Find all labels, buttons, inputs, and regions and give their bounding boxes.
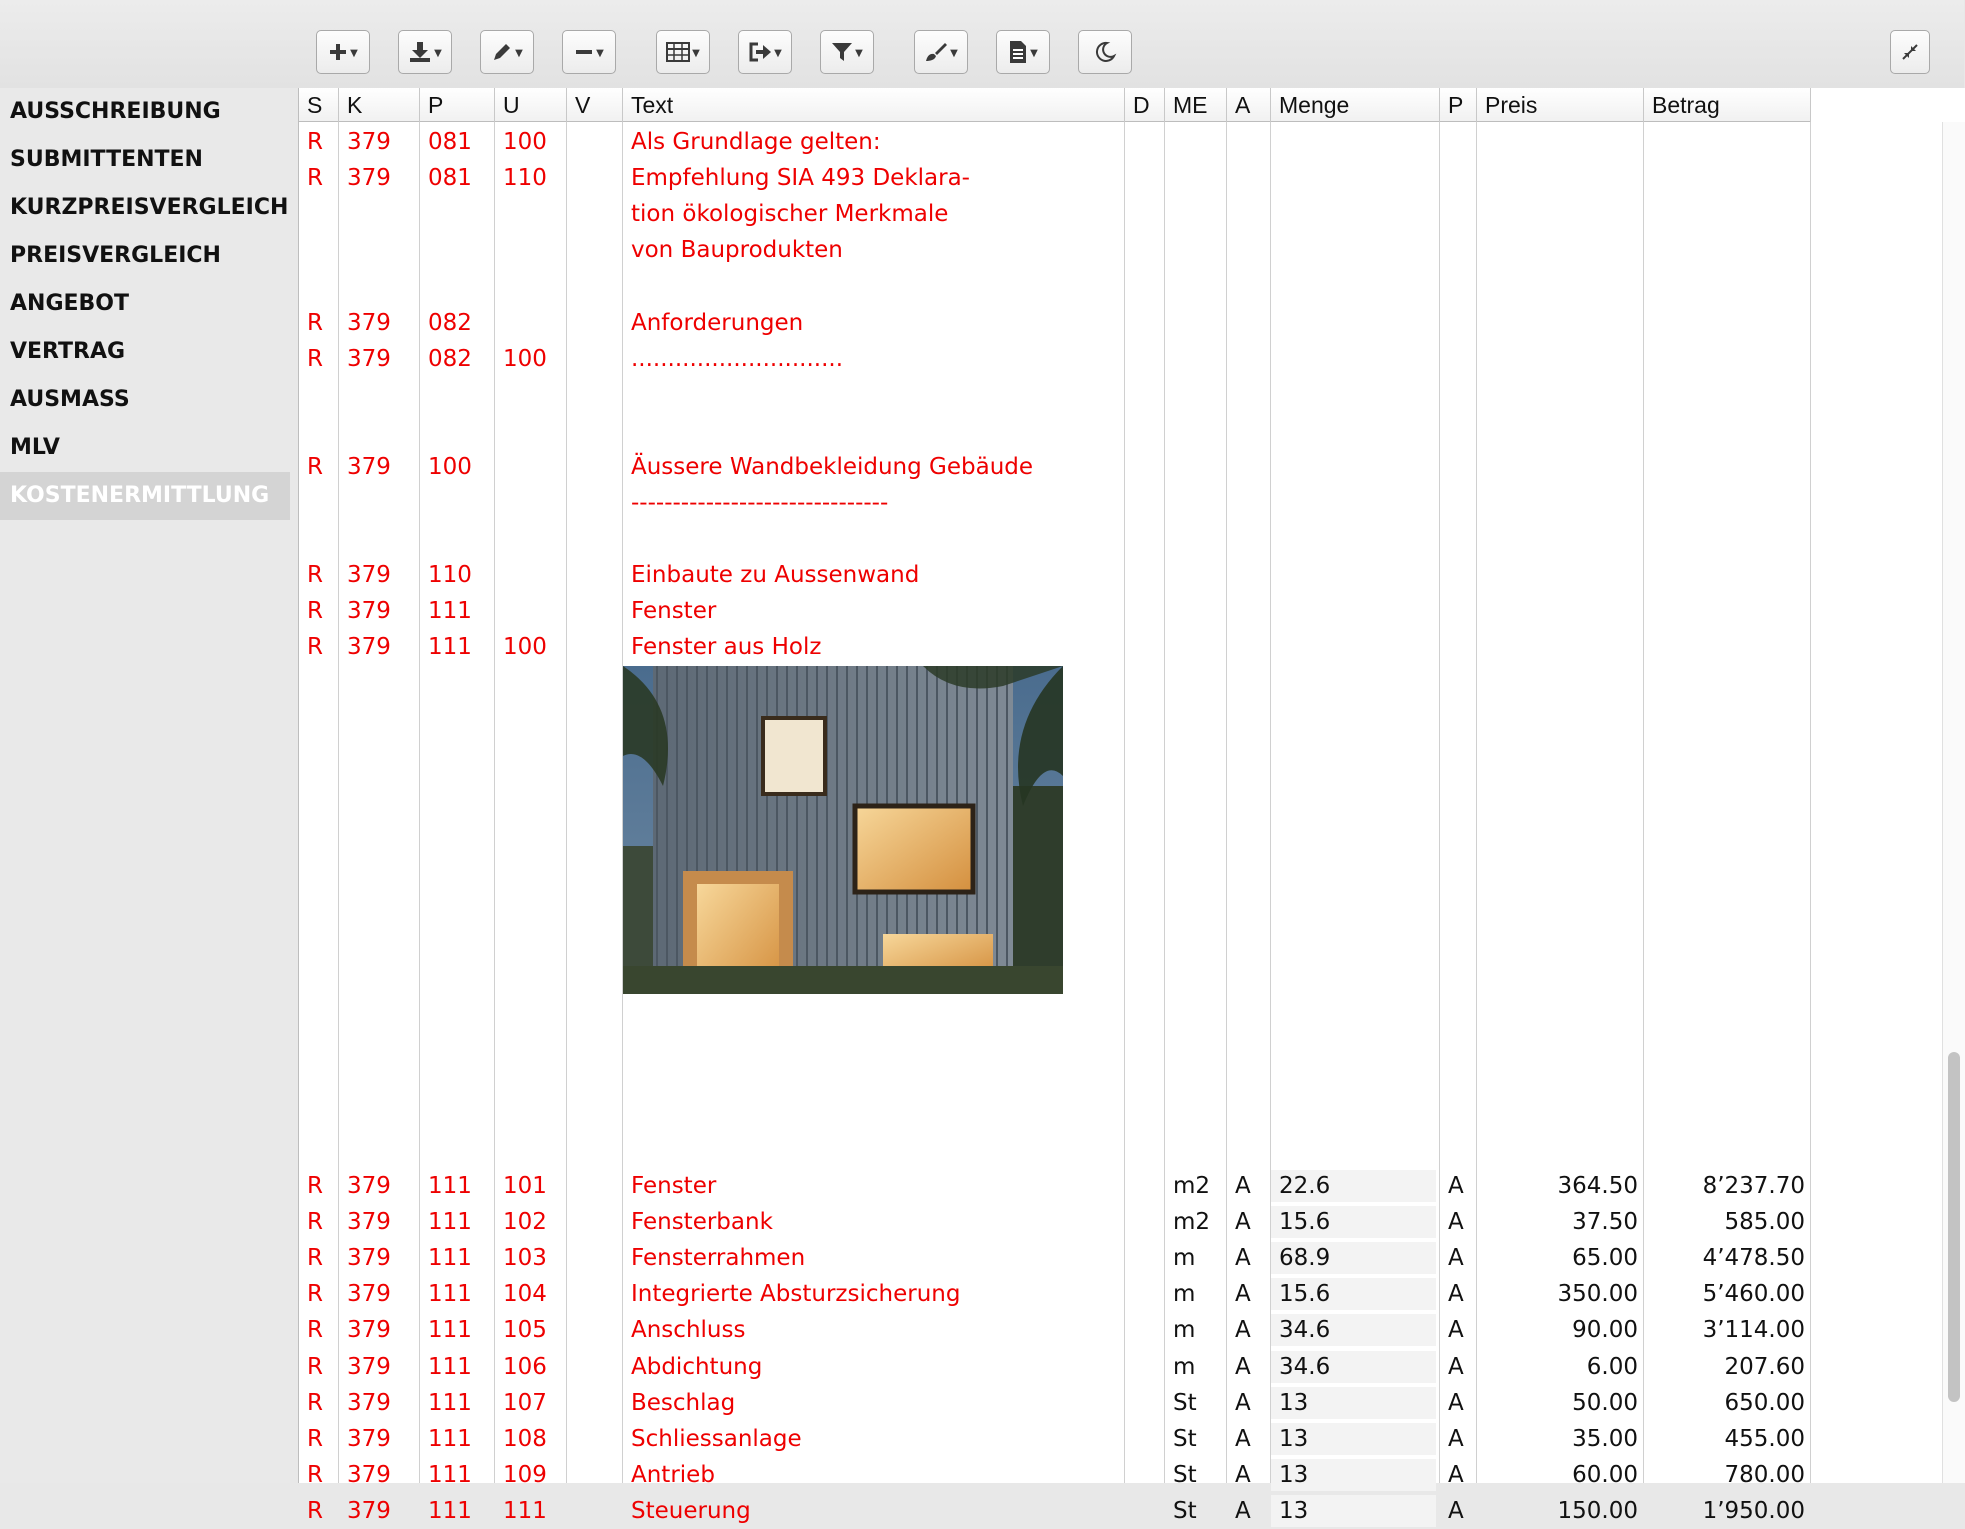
cell-u[interactable]: 100 bbox=[503, 129, 547, 155]
cell-a[interactable]: A bbox=[1235, 1317, 1251, 1344]
cell-p2[interactable]: A bbox=[1448, 1173, 1464, 1199]
cell-p[interactable]: 111 bbox=[428, 1461, 472, 1488]
cell-menge[interactable]: 13 bbox=[1279, 1425, 1309, 1452]
cell-betrag[interactable]: 207.60 bbox=[1724, 1353, 1805, 1380]
cell-s[interactable]: R bbox=[307, 1173, 323, 1199]
cell-k[interactable]: 379 bbox=[347, 1425, 391, 1452]
cell-me[interactable]: St bbox=[1173, 1389, 1197, 1416]
cell-betrag[interactable]: 585.00 bbox=[1724, 1209, 1805, 1236]
cell-k[interactable]: 379 bbox=[347, 562, 391, 589]
cell-preis[interactable]: 60.00 bbox=[1572, 1461, 1638, 1488]
cell-s[interactable]: R bbox=[307, 165, 323, 192]
brush-icon bbox=[924, 41, 948, 63]
cell-p[interactable]: 081 bbox=[428, 129, 472, 155]
sidebar-item-kostenermittlung[interactable]: KOSTENERMITTLUNG bbox=[0, 472, 290, 520]
cell-a[interactable]: A bbox=[1235, 1353, 1251, 1380]
cell-menge[interactable]: 34.6 bbox=[1279, 1353, 1331, 1380]
column-divider bbox=[1476, 122, 1477, 1483]
cell-p[interactable]: 111 bbox=[428, 1389, 472, 1416]
document-button[interactable] bbox=[996, 30, 1050, 74]
cell-text[interactable]: ------------------------------- bbox=[631, 490, 889, 516]
cell-text[interactable]: Fenster bbox=[631, 1173, 717, 1199]
cell-a[interactable]: A bbox=[1235, 1245, 1251, 1272]
column-header-v[interactable]: V bbox=[567, 88, 623, 122]
cell-p2[interactable]: A bbox=[1448, 1317, 1464, 1344]
cell-me[interactable]: m bbox=[1173, 1281, 1196, 1308]
cell-k[interactable]: 379 bbox=[347, 309, 391, 336]
cell-p[interactable]: 081 bbox=[428, 165, 472, 192]
cell-text[interactable]: Einbaute zu Aussenwand bbox=[631, 562, 920, 589]
column-header-a[interactable]: A bbox=[1227, 88, 1271, 122]
cell-text[interactable]: Empfehlung SIA 493 Deklara- bbox=[631, 165, 970, 192]
cell-text[interactable]: Fensterrahmen bbox=[631, 1245, 806, 1272]
cell-preis[interactable]: 150.00 bbox=[1557, 1497, 1638, 1524]
cell-preis[interactable]: 364.50 bbox=[1557, 1173, 1638, 1199]
sidebar-item-kurzpreisvergleich[interactable]: KURZPREISVERGLEICH bbox=[10, 195, 289, 220]
export-icon bbox=[748, 42, 772, 62]
cell-p[interactable]: 111 bbox=[428, 1281, 472, 1308]
cell-k[interactable]: 379 bbox=[347, 1173, 391, 1199]
column-header-u[interactable]: U bbox=[495, 88, 567, 122]
filter-icon bbox=[831, 41, 853, 63]
cell-p2[interactable]: A bbox=[1448, 1389, 1464, 1416]
cell-me[interactable]: m2 bbox=[1173, 1209, 1211, 1236]
cell-p[interactable]: 082 bbox=[428, 345, 472, 372]
column-header-text[interactable]: Text bbox=[623, 88, 1125, 122]
cell-p[interactable]: 082 bbox=[428, 309, 472, 336]
cell-u[interactable]: 111 bbox=[503, 1497, 547, 1524]
cell-p[interactable]: 111 bbox=[428, 1425, 472, 1452]
cell-s[interactable]: R bbox=[307, 1425, 323, 1452]
column-header-me[interactable]: ME bbox=[1165, 88, 1227, 122]
cell-menge[interactable]: 34.6 bbox=[1279, 1317, 1331, 1344]
cell-text[interactable]: Antrieb bbox=[631, 1461, 715, 1488]
column-divider bbox=[1164, 122, 1165, 1483]
cell-k[interactable]: 379 bbox=[347, 1353, 391, 1380]
cell-u[interactable]: 100 bbox=[503, 634, 547, 661]
cell-u[interactable]: 104 bbox=[503, 1281, 547, 1308]
cell-s[interactable]: R bbox=[307, 1461, 323, 1488]
cell-text[interactable]: ............................. bbox=[631, 345, 844, 372]
cell-betrag[interactable]: 3’114.00 bbox=[1702, 1317, 1805, 1344]
cell-u[interactable]: 102 bbox=[503, 1209, 547, 1236]
cell-s[interactable]: R bbox=[307, 562, 323, 589]
sidebar-item-vertrag[interactable]: VERTRAG bbox=[10, 339, 126, 364]
edit-button[interactable] bbox=[480, 30, 534, 74]
cell-text[interactable]: Fensterbank bbox=[631, 1209, 773, 1236]
column-header-s[interactable]: S bbox=[299, 88, 339, 122]
minus-icon bbox=[574, 42, 594, 62]
document-icon bbox=[1008, 40, 1028, 64]
cell-menge[interactable]: 22.6 bbox=[1279, 1173, 1331, 1199]
cell-menge[interactable]: 13 bbox=[1279, 1389, 1309, 1416]
cell-k[interactable]: 379 bbox=[347, 1281, 391, 1308]
cell-me[interactable]: St bbox=[1173, 1497, 1197, 1524]
cell-text[interactable]: Als Grundlage gelten: bbox=[631, 129, 881, 155]
cell-betrag[interactable]: 1’950.00 bbox=[1702, 1497, 1805, 1524]
filter-button[interactable] bbox=[820, 30, 874, 74]
cell-text[interactable]: Beschlag bbox=[631, 1389, 736, 1416]
sidebar-item-mlv[interactable]: MLV bbox=[10, 435, 60, 460]
cell-k[interactable]: 379 bbox=[347, 634, 391, 661]
cell-k[interactable]: 379 bbox=[347, 453, 391, 480]
chevron-down-icon: ▼ bbox=[350, 48, 358, 59]
column-header-p[interactable]: P bbox=[420, 88, 495, 122]
sidebar-item-submittenten[interactable]: SUBMITTENTEN bbox=[10, 147, 203, 172]
cell-text[interactable]: Abdichtung bbox=[631, 1353, 763, 1380]
sidebar-item-ausschreibung[interactable]: AUSSCHREIBUNG bbox=[10, 99, 221, 124]
cell-u[interactable]: 106 bbox=[503, 1353, 547, 1380]
cell-p2[interactable]: A bbox=[1448, 1209, 1464, 1236]
cell-preis[interactable]: 37.50 bbox=[1572, 1209, 1638, 1236]
cell-menge[interactable]: 15.6 bbox=[1279, 1209, 1331, 1236]
cell-a[interactable]: A bbox=[1235, 1209, 1251, 1236]
cell-u[interactable]: 107 bbox=[503, 1389, 547, 1416]
cell-p[interactable]: 111 bbox=[428, 1245, 472, 1272]
add-button[interactable] bbox=[316, 30, 370, 74]
cell-k[interactable]: 379 bbox=[347, 598, 391, 625]
column-divider bbox=[1226, 122, 1227, 1483]
cell-text[interactable]: tion ökologischer Merkmale bbox=[631, 201, 949, 228]
cell-p[interactable]: 100 bbox=[428, 453, 472, 480]
cell-s[interactable]: R bbox=[307, 1317, 323, 1344]
cell-p2[interactable]: A bbox=[1448, 1245, 1464, 1272]
cell-k[interactable]: 379 bbox=[347, 345, 391, 372]
chevron-down-icon: ▼ bbox=[692, 48, 700, 59]
sidebar-item-angebot[interactable]: ANGEBOT bbox=[10, 291, 130, 316]
photo-house-facade bbox=[623, 666, 1063, 994]
cell-betrag[interactable]: 5’460.00 bbox=[1702, 1281, 1805, 1308]
cell-text[interactable]: Fenster bbox=[631, 598, 717, 625]
style-button[interactable] bbox=[914, 30, 968, 74]
cell-text[interactable]: Äussere Wandbekleidung Gebäude bbox=[631, 453, 1034, 480]
chevron-down-icon: ▼ bbox=[855, 48, 863, 59]
cell-betrag[interactable]: 455.00 bbox=[1724, 1425, 1805, 1452]
cell-u[interactable]: 108 bbox=[503, 1425, 547, 1452]
cell-s[interactable]: R bbox=[307, 1209, 323, 1236]
column-divider bbox=[1810, 122, 1811, 1483]
export-button[interactable] bbox=[738, 30, 792, 74]
cell-s[interactable]: R bbox=[307, 634, 323, 661]
cell-p[interactable]: 111 bbox=[428, 1317, 472, 1344]
table-icon bbox=[666, 42, 690, 62]
cell-text[interactable]: Anschluss bbox=[631, 1317, 746, 1344]
cell-k[interactable]: 379 bbox=[347, 1389, 391, 1416]
cell-p[interactable]: 111 bbox=[428, 598, 472, 625]
cell-p[interactable]: 111 bbox=[428, 1173, 472, 1199]
cell-p2[interactable]: A bbox=[1448, 1353, 1464, 1380]
cell-me[interactable]: m bbox=[1173, 1317, 1196, 1344]
cell-preis[interactable]: 65.00 bbox=[1572, 1245, 1638, 1272]
night-mode-button[interactable] bbox=[1078, 30, 1132, 74]
cell-p[interactable]: 111 bbox=[428, 634, 472, 661]
collapse-button[interactable] bbox=[1890, 30, 1930, 74]
cell-k[interactable]: 379 bbox=[347, 165, 391, 192]
cell-menge[interactable]: 68.9 bbox=[1279, 1245, 1331, 1272]
cell-a[interactable]: A bbox=[1235, 1461, 1251, 1488]
cell-a[interactable]: A bbox=[1235, 1173, 1251, 1199]
cell-menge[interactable]: 13 bbox=[1279, 1497, 1309, 1524]
chevron-down-icon: ▼ bbox=[950, 48, 958, 59]
remove-button[interactable] bbox=[562, 30, 616, 74]
cell-a[interactable]: A bbox=[1235, 1389, 1251, 1416]
cell-text[interactable]: Integrierte Absturzsicherung bbox=[631, 1281, 961, 1308]
cell-text[interactable]: von Bauprodukten bbox=[631, 237, 843, 264]
cell-p[interactable]: 111 bbox=[428, 1353, 472, 1380]
cell-k[interactable]: 379 bbox=[347, 1317, 391, 1344]
cell-k[interactable]: 379 bbox=[347, 1245, 391, 1272]
chevron-down-icon: ▼ bbox=[596, 48, 604, 59]
column-header-d[interactable]: D bbox=[1125, 88, 1165, 122]
cell-k[interactable]: 379 bbox=[347, 1461, 391, 1488]
moon-icon bbox=[1093, 40, 1117, 64]
import-button[interactable] bbox=[398, 30, 452, 74]
column-divider bbox=[338, 122, 339, 1483]
cell-s[interactable]: R bbox=[307, 345, 323, 372]
cell-p2[interactable]: A bbox=[1448, 1497, 1464, 1524]
cell-s[interactable]: R bbox=[307, 453, 323, 480]
scrollbar-thumb[interactable] bbox=[1948, 1052, 1960, 1402]
cell-s[interactable]: R bbox=[307, 1245, 323, 1272]
cell-a[interactable]: A bbox=[1235, 1425, 1251, 1452]
cell-p[interactable]: 111 bbox=[428, 1209, 472, 1236]
plus-icon bbox=[328, 42, 348, 62]
cell-me[interactable]: St bbox=[1173, 1461, 1197, 1488]
chevron-down-icon: ▼ bbox=[515, 48, 523, 59]
cell-text[interactable]: Fenster aus Holz bbox=[631, 634, 822, 661]
column-divider bbox=[494, 122, 495, 1483]
column-divider bbox=[419, 122, 420, 1483]
cell-a[interactable]: A bbox=[1235, 1497, 1251, 1524]
download-icon bbox=[408, 41, 432, 63]
column-divider bbox=[566, 122, 567, 1483]
cell-a[interactable]: A bbox=[1235, 1281, 1251, 1308]
sidebar-item-preisvergleich[interactable]: PREISVERGLEICH bbox=[10, 243, 221, 268]
cell-text[interactable]: Anforderungen bbox=[631, 309, 804, 336]
cell-p2[interactable]: A bbox=[1448, 1425, 1464, 1452]
cell-u[interactable]: 100 bbox=[503, 345, 547, 372]
collapse-icon bbox=[1900, 42, 1920, 62]
column-divider bbox=[1439, 122, 1440, 1483]
cell-betrag[interactable]: 8’237.70 bbox=[1702, 1173, 1805, 1199]
cell-betrag[interactable]: 780.00 bbox=[1724, 1461, 1805, 1488]
cell-k[interactable]: 379 bbox=[347, 129, 391, 155]
cell-me[interactable]: St bbox=[1173, 1425, 1197, 1452]
cell-s[interactable]: R bbox=[307, 129, 323, 155]
cell-text[interactable]: Schliessanlage bbox=[631, 1425, 802, 1452]
column-divider bbox=[1124, 122, 1125, 1483]
table-button[interactable] bbox=[656, 30, 710, 74]
chevron-down-icon: ▼ bbox=[774, 48, 782, 59]
cell-text[interactable]: Steuerung bbox=[631, 1497, 751, 1524]
column-header-preis[interactable]: Preis bbox=[1477, 88, 1644, 122]
column-header-menge[interactable]: Menge bbox=[1271, 88, 1440, 122]
column-divider bbox=[1643, 122, 1644, 1483]
cell-k[interactable]: 379 bbox=[347, 1497, 391, 1524]
column-header-k[interactable]: K bbox=[339, 88, 420, 122]
cell-u[interactable]: 101 bbox=[503, 1173, 547, 1199]
cell-s[interactable]: R bbox=[307, 309, 323, 336]
chevron-down-icon: ▼ bbox=[434, 48, 442, 59]
cell-p2[interactable]: A bbox=[1448, 1461, 1464, 1488]
cell-me[interactable]: m bbox=[1173, 1245, 1196, 1272]
column-header-betrag[interactable]: Betrag bbox=[1644, 88, 1811, 122]
cell-betrag[interactable]: 4’478.50 bbox=[1702, 1245, 1805, 1272]
cell-s[interactable]: R bbox=[307, 598, 323, 625]
cell-p[interactable]: 111 bbox=[428, 1497, 472, 1524]
cell-s[interactable]: R bbox=[307, 1353, 323, 1380]
toolbar bbox=[0, 0, 1964, 88]
cell-menge[interactable]: 15.6 bbox=[1279, 1281, 1331, 1308]
cell-p2[interactable]: A bbox=[1448, 1281, 1464, 1308]
cell-s[interactable]: R bbox=[307, 1497, 323, 1524]
cell-menge[interactable]: 13 bbox=[1279, 1461, 1309, 1488]
cell-s[interactable]: R bbox=[307, 1389, 323, 1416]
cell-u[interactable]: 103 bbox=[503, 1245, 547, 1272]
chevron-down-icon: ▼ bbox=[1030, 48, 1038, 59]
sidebar bbox=[0, 88, 290, 1483]
cell-preis[interactable]: 35.00 bbox=[1572, 1425, 1638, 1452]
cell-p[interactable]: 110 bbox=[428, 562, 472, 589]
cell-preis[interactable]: 50.00 bbox=[1572, 1389, 1638, 1416]
cell-preis[interactable]: 6.00 bbox=[1586, 1353, 1638, 1380]
cell-betrag[interactable]: 650.00 bbox=[1724, 1389, 1805, 1416]
cell-me[interactable]: m bbox=[1173, 1353, 1196, 1380]
cell-u[interactable]: 105 bbox=[503, 1317, 547, 1344]
vertical-scrollbar[interactable] bbox=[1942, 122, 1965, 1483]
cost-table bbox=[298, 88, 1965, 1524]
cell-preis[interactable]: 90.00 bbox=[1572, 1317, 1638, 1344]
cell-preis[interactable]: 350.00 bbox=[1557, 1281, 1638, 1308]
cell-k[interactable]: 379 bbox=[347, 1209, 391, 1236]
cell-u[interactable]: 109 bbox=[503, 1461, 547, 1488]
cell-u[interactable]: 110 bbox=[503, 165, 547, 192]
sidebar-item-ausmass[interactable]: AUSMASS bbox=[10, 387, 130, 412]
cell-s[interactable]: R bbox=[307, 1281, 323, 1308]
pencil-icon bbox=[491, 41, 513, 63]
column-header-p[interactable]: P bbox=[1440, 88, 1477, 122]
cell-me[interactable]: m2 bbox=[1173, 1173, 1211, 1199]
